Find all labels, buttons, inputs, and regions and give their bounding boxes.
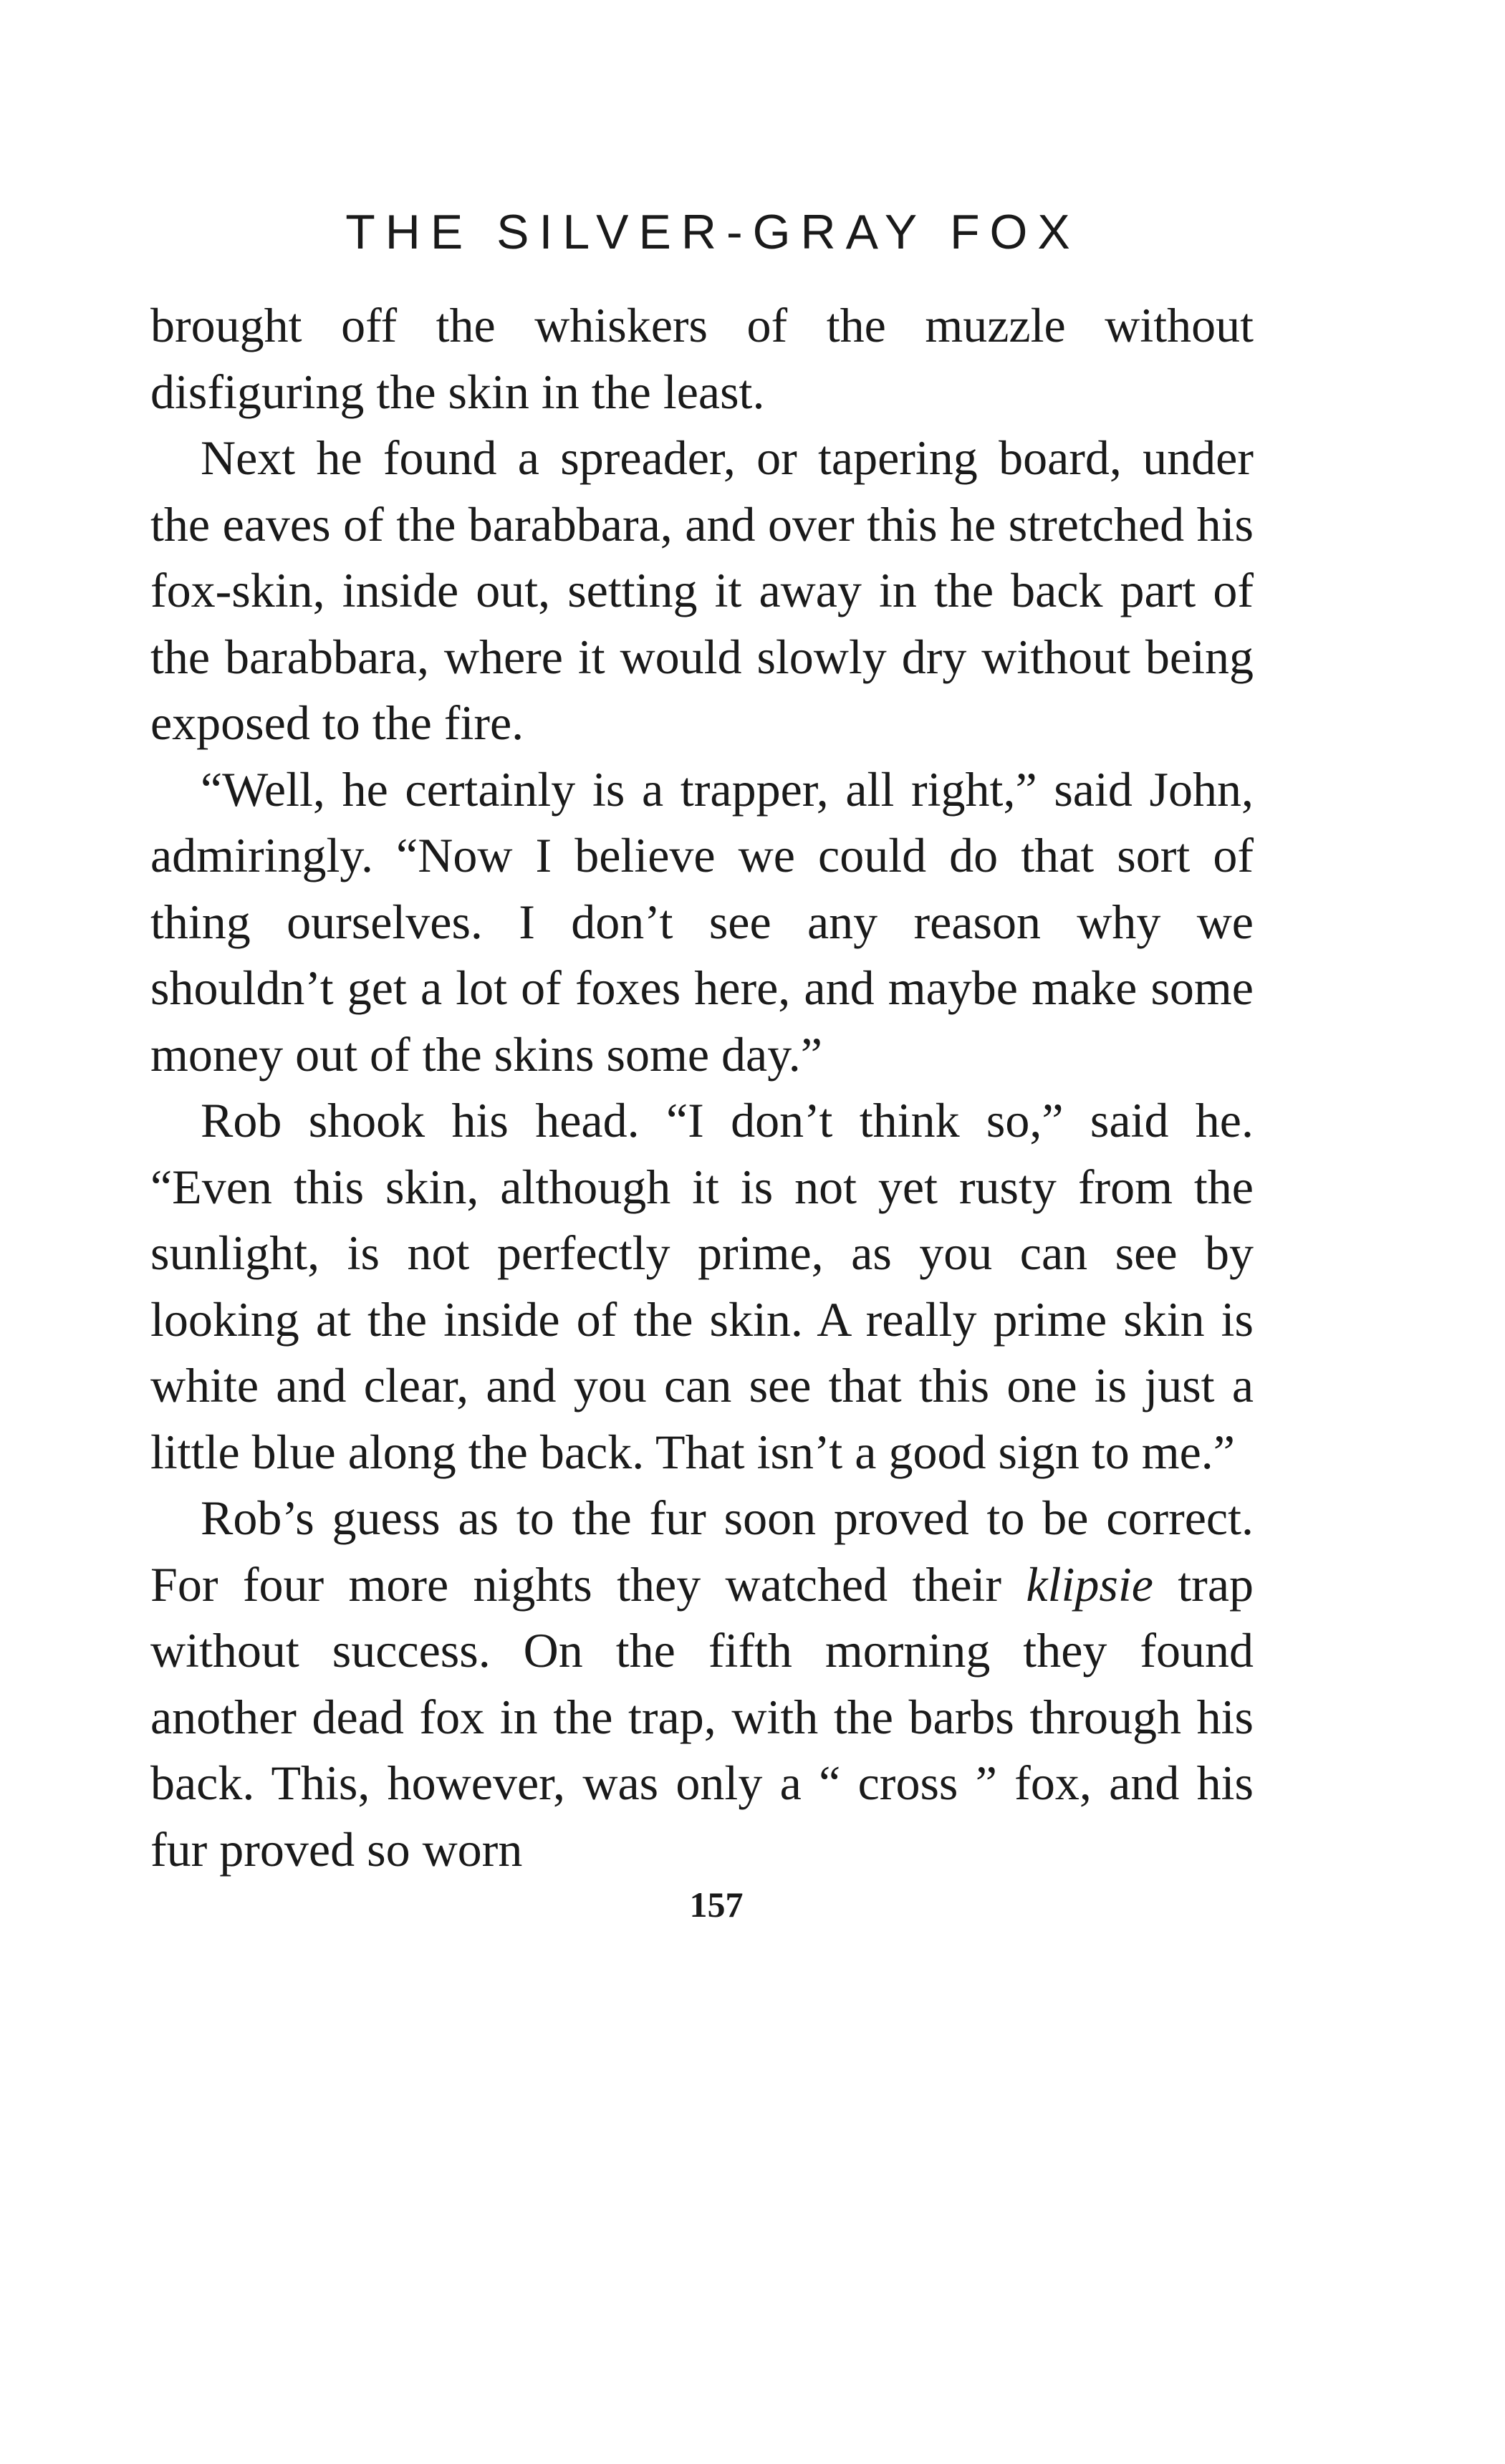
paragraph-1: brought off the whiskers of the muzzle without disfiguring the skin in the least. [150,298,1254,419]
paragraph-5-text-before: Rob’s guess as to the fur soon proved to be correct. For four more nights they watched their [150,1491,1254,1612]
italic-word: klipsie [1026,1556,1153,1612]
running-head: THE SILVER-GRAY FOX [345,205,1080,259]
paragraph-4: Rob shook his head. “I don’t think so,” said he. “Even this skin, although it is not yet rusty from the sunlight, is not perfectly prime, as you can see by looking at the inside of the skin. A really prime skin is white and clear, and you can see that this one is just a little blue along the back. That isn’t a good sign to me.” [150,1093,1254,1479]
body-text [150,292,1254,1882]
paragraph-5 [150,1485,1254,1882]
paragraph-5-text-after: trap without success. On the fifth morning they found another dead fox in the trap, with the barbs through his back. This, however, was only a “ cross ” fox, and his fur proved so worn [150,1556,1254,1877]
page-number: 157 [689,1885,744,1925]
paragraph-3: “Well, he certainly is a trapper, all right,” said John, admiringly. “Now I believe we could do that sort of thing ourselves. I don’t see any reason why we shouldn’t get a lot of foxes here, and maybe make some money out of the skins some day.” [150,761,1254,1082]
paragraph-2: Next he found a spreader, or tapering board, under the eaves of the barabbara, and over this he stretched his fox-skin, inside out, setting it away in the back part of the barabbara, where it would slowly dry without being exposed to the fire. [150,430,1254,750]
book-page [150,205,1254,1925]
